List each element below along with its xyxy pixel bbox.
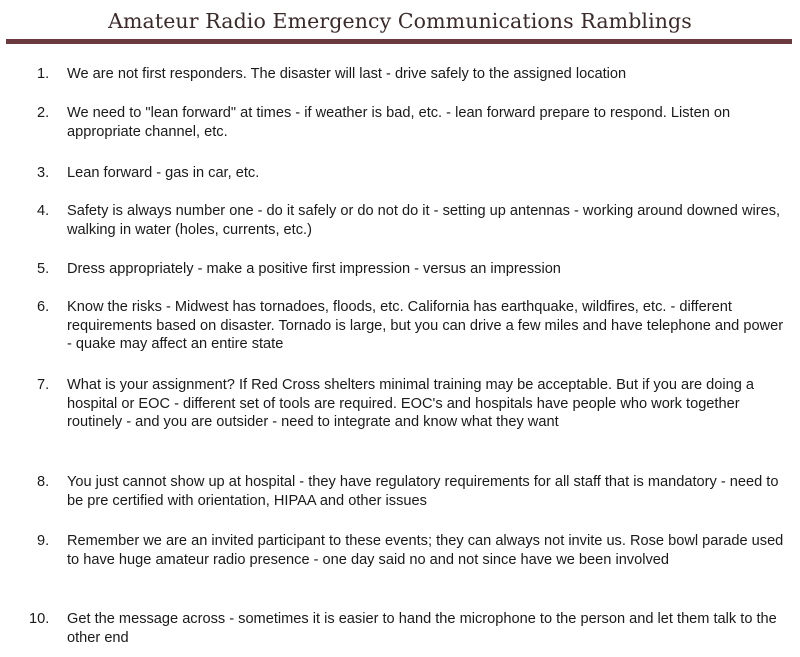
item-number: 7. <box>37 377 50 393</box>
item-text: Remember we are an invited participant to these events; they can always not invite us. Rose bowl parade used to have huge amateur radio presence - one day said no and not since have we been involved <box>67 533 784 568</box>
item-text: What is your assignment? If Red Cross shelters minimal training may be acceptable. But if you are doing a hospital or EOC - different set of tools are required. EOC's and hospitals have people who work together routinely - and you are outsider - need to integrate and know what they want <box>67 377 755 430</box>
item-text: We are not first responders. The disaster will last - drive safely to the assigned location <box>67 66 627 82</box>
page-title: Amateur Radio Emergency Communications Ramblings <box>108 9 692 33</box>
item-number: 9. <box>37 533 50 549</box>
item-text: Know the risks - Midwest has tornadoes, floods, etc. California has earthquake, wildfires, etc. - different requirements based on disaster. Tornado is large, but you can drive a few miles and have telephone and power - quake may affect an entire state <box>67 299 784 352</box>
item-number: 4. <box>37 203 50 219</box>
item-number: 6. <box>37 299 50 315</box>
item-text: Safety is always number one - do it safely or do not do it - setting up antennas - working around downed wires, walking in water (holes, currents, etc.) <box>67 203 781 238</box>
item-number: 5. <box>37 261 50 277</box>
item-number: 2. <box>37 105 50 121</box>
item-number: 10. <box>29 611 50 627</box>
item-number: 8. <box>37 474 50 490</box>
item-text: Lean forward - gas in car, etc. <box>67 165 260 181</box>
item-number: 3. <box>37 165 50 181</box>
item-text: You just cannot show up at hospital - they have regulatory requirements for all staff that is mandatory - need to be pre certified with orientation, HIPAA and other issues <box>67 474 779 509</box>
title-divider <box>6 39 792 44</box>
item-text: Dress appropriately - make a positive first impression - versus an impression <box>67 261 561 277</box>
item-text: Get the message across - sometimes it is easier to hand the microphone to the person and let them talk to the other end <box>67 611 777 646</box>
item-text: We need to "lean forward" at times - if weather is bad, etc. - lean forward prepare to respond. Listen on appropriate channel, etc. <box>67 105 731 140</box>
item-number: 1. <box>37 66 50 82</box>
